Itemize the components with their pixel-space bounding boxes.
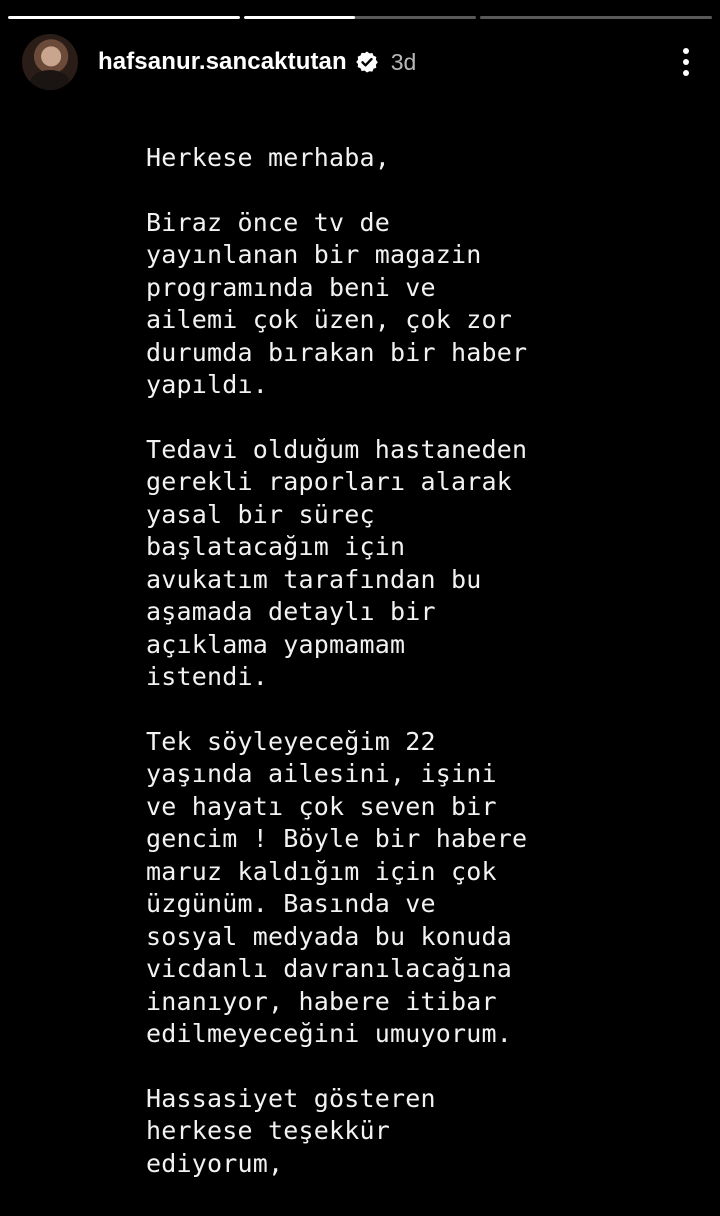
story-line: ve hayatı çok seven bir xyxy=(146,791,497,821)
story-line: Tedavi olduğum hastaneden xyxy=(146,434,528,464)
story-line: gerekli raporları alarak xyxy=(146,467,513,496)
story-paragraph xyxy=(146,142,606,175)
username[interactable]: hafsanur.sancaktutan xyxy=(98,48,347,75)
story-line: yasal bir süreç xyxy=(146,499,375,529)
story-line: başlatacağım için xyxy=(146,532,406,561)
more-vertical-icon[interactable] xyxy=(676,44,696,80)
story-line: yaşında ailesini, işini xyxy=(146,759,497,788)
story-line: yapıldı. xyxy=(146,370,269,399)
story-line: sosyal medyada bu konuda xyxy=(146,921,513,951)
story-line: aşamada detaylı bir xyxy=(146,597,436,626)
story-line: Tek söyleyeceğim 22 xyxy=(146,726,436,756)
story-paragraph xyxy=(146,207,606,402)
story-line: ediyorum, xyxy=(146,1148,284,1178)
story-line: herkese teşekkür xyxy=(146,1116,391,1145)
avatar[interactable] xyxy=(22,34,78,90)
story-line: durumda bırakan bir haber xyxy=(146,337,528,367)
story-line: üzgünüm. Basında ve xyxy=(146,889,436,918)
story-paragraph xyxy=(146,1083,606,1181)
story-line: maruz kaldığım için çok xyxy=(146,856,497,886)
story-line: yayınlanan bir magazin xyxy=(146,240,482,269)
story-line: Biraz önce tv de xyxy=(146,207,391,237)
story-line: Hassasiyet gösteren xyxy=(146,1083,436,1113)
story-line: inanıyor, habere itibar xyxy=(146,986,497,1016)
verified-badge-icon xyxy=(355,50,379,74)
story-line: vicdanlı davranılacağına xyxy=(146,954,513,983)
story-line: açıklama yapmamam xyxy=(146,629,406,659)
progress-segment-fill xyxy=(8,16,240,19)
story-line: Herkese merhaba, xyxy=(146,143,391,172)
progress-segment-1 xyxy=(8,16,240,19)
story-paragraph xyxy=(146,434,606,694)
story-line: edilmeyeceğini umuyorum. xyxy=(146,1019,513,1048)
progress-segment-2 xyxy=(244,16,476,19)
story-line: avukatım tarafından bu xyxy=(146,564,482,594)
story-paragraph xyxy=(146,726,606,1051)
story-line: istendi. xyxy=(146,662,269,691)
story-line: gencim ! Böyle bir habere xyxy=(146,824,528,853)
story-text xyxy=(146,142,606,1212)
story-header xyxy=(22,34,696,90)
progress-segment-fill xyxy=(244,16,355,19)
post-time: 3d xyxy=(390,48,417,75)
story-progress-bar xyxy=(8,16,712,19)
story-line: programında beni ve xyxy=(146,272,436,302)
story-line: ailemi çok üzen, çok zor xyxy=(146,305,513,334)
progress-segment-3 xyxy=(480,16,712,19)
